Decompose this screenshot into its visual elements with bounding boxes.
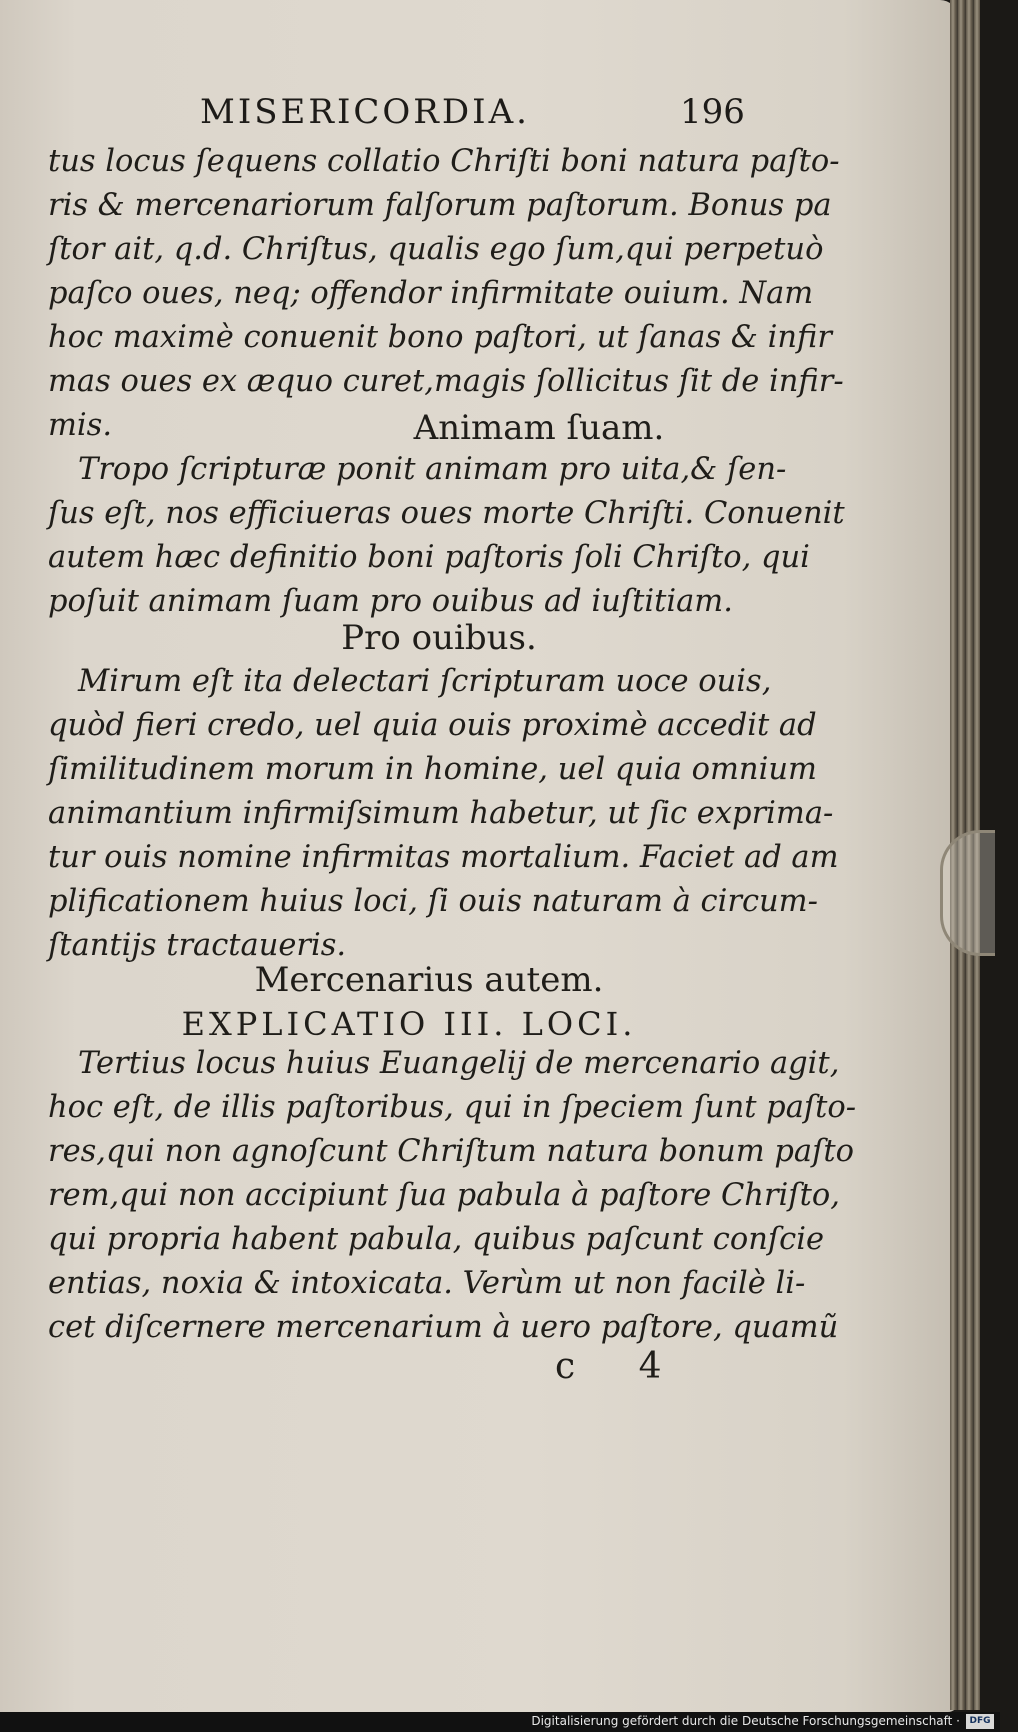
text-line: cet diſcernere mercenarium à uero paſtore, quamũ bbox=[48, 1310, 839, 1345]
text-line: hoc maximè conuenit bono paſtori, ut ſanas & infir bbox=[48, 320, 832, 355]
text-block-1 bbox=[48, 140, 844, 448]
section-heading-explicatio: EXPLICATIO III. LOCI. bbox=[181, 1005, 637, 1043]
folio-number: 196 bbox=[680, 92, 745, 132]
text-line: quòd fieri credo, uel quia ouis proximè accedit ad bbox=[48, 708, 817, 743]
text-line: hoc eſt, de illis paſtoribus, qui in ſpeciem ſunt paſto- bbox=[48, 1090, 857, 1125]
running-header bbox=[200, 92, 760, 142]
dfg-credit-text: Digitalisierung gefördert durch die Deutsche Forschungsgemeinschaft · bbox=[531, 1714, 960, 1728]
section-heading-animam: Animam ſuam. bbox=[413, 408, 665, 448]
text-line: mis. bbox=[48, 408, 113, 443]
text-block-2 bbox=[48, 448, 845, 624]
text-line: autem hæc definitio boni paſtoris ſoli Chriſto, qui bbox=[48, 540, 810, 575]
running-head-title: MISERICORDIA. bbox=[200, 92, 530, 132]
text-line: Tropo ſcripturæ ponit animam pro uita,& ſen- bbox=[78, 452, 787, 487]
text-line: paſco oues, neq; offendor infirmitate ouium. Nam bbox=[48, 276, 814, 311]
section-heading-pro-ouibus: Pro ouibus. bbox=[341, 618, 537, 658]
text-line: mas oues ex æquo curet,magis ſollicitus ſit de infir- bbox=[48, 364, 844, 399]
catchword: c 4 bbox=[555, 1346, 688, 1387]
text-block-4 bbox=[48, 1042, 857, 1350]
section-heading-mercenarius: Mercenarius autem. bbox=[254, 960, 604, 1000]
text-line: Mirum eſt ita delectari ſcripturam uoce ouis, bbox=[78, 664, 772, 699]
text-line: qui propria habent pabula, quibus paſcunt conſcie bbox=[48, 1222, 825, 1257]
text-line: tur ouis nomine infirmitas mortalium. Faciet ad am bbox=[48, 840, 839, 875]
digitization-footer bbox=[0, 1712, 1000, 1732]
text-line: poſuit animam ſuam pro ouibus ad iuſtitiam. bbox=[48, 584, 733, 619]
text-line: ſtantijs tractaueris. bbox=[48, 928, 347, 963]
text-line: ſus eſt, nos efficiuerаs oues morte Chriſti. Conuenit bbox=[48, 496, 845, 531]
book-clasp-tab bbox=[940, 830, 995, 956]
text-line: tus locus ſequens collatio Chriſti boni natura paſto- bbox=[48, 144, 840, 179]
text-line: ris & mercenariorum falſorum paſtorum. Bonus pa bbox=[48, 188, 832, 223]
text-line: res,qui non agnoſcunt Chriſtum natura bonum paſto bbox=[48, 1134, 854, 1169]
text-line: ſimilitudinem morum in homine, uel quia omnium bbox=[48, 752, 817, 787]
text-line: Tertius locus huius Euangelij de mercenario agit, bbox=[78, 1046, 840, 1081]
text-line: animantium infirmiſsimum habetur, ut ſic exprima- bbox=[48, 796, 834, 831]
text-line: rem,qui non accipiunt ſua pabula à paſtore Chriſto, bbox=[48, 1178, 840, 1213]
text-line: ſtor ait, q.d. Chriſtus, qualis ego ſum,qui perpetuò bbox=[48, 232, 824, 267]
text-block-3 bbox=[48, 660, 839, 968]
text-line: plificationem huius loci, ſi ouis naturam à circum- bbox=[48, 884, 818, 919]
dfg-logo-icon: DFG bbox=[966, 1714, 994, 1729]
text-line: entias, noxia & intoxicata. Verùm ut non facilè li- bbox=[48, 1266, 806, 1301]
